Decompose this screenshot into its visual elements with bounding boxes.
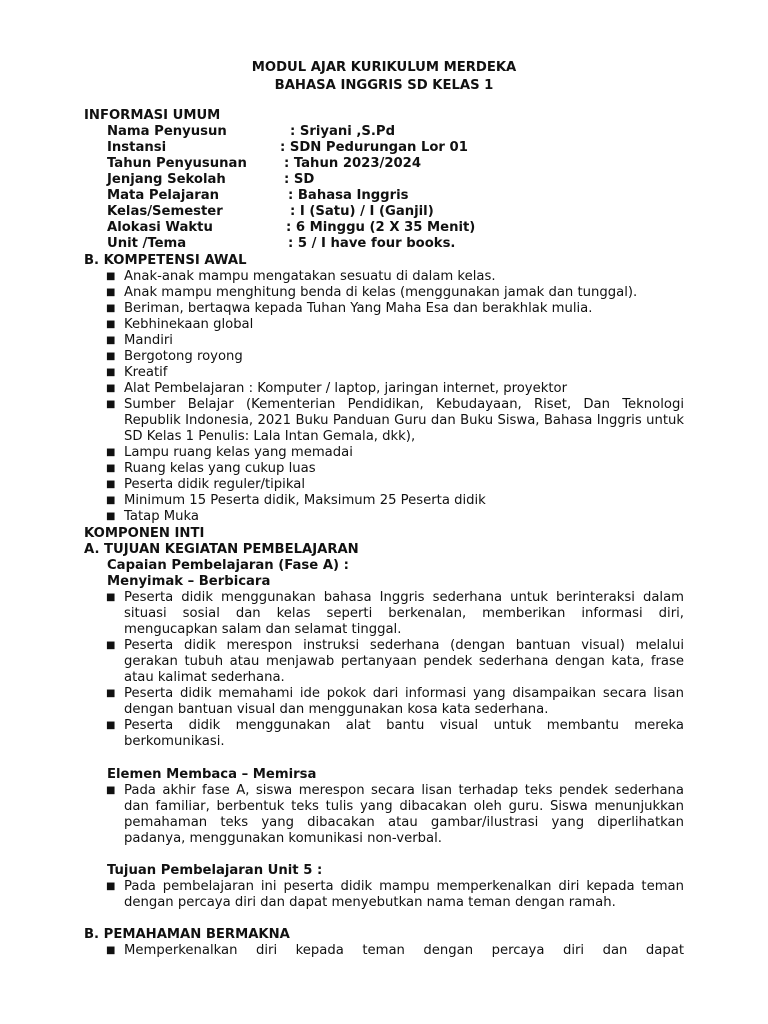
- bullet-icon: ■: [106, 399, 116, 410]
- bullet-icon: ■: [106, 463, 116, 474]
- bullet-icon: ■: [106, 479, 116, 490]
- bullet-icon: ■: [106, 592, 116, 603]
- list-item: ■ Minimum 15 Peserta didik, Maksimum 25 Peserta didik: [106, 493, 486, 508]
- bullet-icon: ■: [106, 640, 116, 651]
- pemahaman-heading: B. PEMAHAMAN BERMAKNA: [84, 927, 290, 942]
- info-value: : SDN Pedurungan Lor 01: [280, 140, 468, 155]
- tujuan-kegiatan-heading: A. TUJUAN KEGIATAN PEMBELAJARAN: [84, 542, 359, 557]
- info-label: Alokasi Waktu: [107, 220, 213, 235]
- bullet-icon: ■: [106, 287, 116, 298]
- tujuan-unit-heading: Tujuan Pembelajaran Unit 5 :: [107, 863, 323, 878]
- info-value: : I (Satu) / I (Ganjil): [290, 204, 434, 219]
- bullet-icon: ■: [106, 688, 116, 699]
- bullet-icon: ■: [106, 720, 116, 731]
- menyimak-heading: Menyimak – Berbicara: [107, 574, 271, 589]
- info-value: : Tahun 2023/2024: [284, 156, 422, 171]
- bullet-icon: ■: [106, 271, 116, 282]
- bullet-icon: ■: [106, 447, 116, 458]
- list-item: ■ Peserta didik memahami ide pokok dari informasi yang disampaikan secara lisan dengan bantuan visual dan menggunakan kosa kata sederhana.: [106, 686, 684, 717]
- info-label: Unit /Tema: [107, 236, 187, 251]
- bullet-icon: ■: [106, 303, 116, 314]
- list-item: ■ Kreatif: [106, 365, 168, 380]
- info-label: Nama Penyusun: [107, 124, 227, 139]
- list-item: ■ Bergotong royong: [106, 349, 243, 364]
- informasi-umum-heading: INFORMASI UMUM: [84, 108, 221, 123]
- info-value: : 6 Minggu (2 X 35 Menit): [286, 220, 476, 235]
- list-item: ■ Peserta didik menggunakan bahasa Inggris sederhana untuk berinteraksi dalam situasi sosial dan kelas seperti berkenalan, memberikan informasi diri, mengucapkan salam dan selamat tinggal.: [106, 590, 684, 637]
- list-item: ■ Ruang kelas yang cukup luas: [106, 461, 316, 476]
- info-label: Kelas/Semester: [107, 204, 223, 219]
- info-label: Instansi: [107, 140, 167, 155]
- info-label: Jenjang Sekolah: [107, 172, 226, 187]
- info-value: : Sriyani ,S.Pd: [290, 124, 396, 139]
- pemahaman-list: [106, 943, 684, 959]
- list-item: ■ Tatap Muka: [106, 509, 199, 524]
- membaca-list: [106, 783, 684, 847]
- info-value: : SD: [284, 172, 315, 187]
- bullet-icon: ■: [106, 351, 116, 362]
- tujuan-list: [106, 879, 684, 911]
- info-value: : 5 / I have four books.: [288, 236, 456, 251]
- list-item: ■ Beriman, bertaqwa kepada Tuhan Yang Maha Esa dan berakhlak mulia.: [106, 301, 593, 316]
- komponen-inti-heading: KOMPONEN INTI: [84, 526, 205, 541]
- bullet-icon: ■: [106, 319, 116, 330]
- list-item: ■ Alat Pembelajaran : Komputer / laptop, jaringan internet, proyektor: [106, 381, 568, 396]
- bullet-icon: ■: [106, 495, 116, 506]
- bullet-icon: ■: [106, 881, 116, 892]
- document-subtitle: BAHASA INGGRIS SD KELAS 1: [274, 78, 494, 93]
- list-item: ■ Memperkenalkan diri kepada teman dengan percaya diri dan dapat: [106, 943, 684, 958]
- list-item: ■ Peserta didik merespon instruksi sederhana (dengan bantuan visual) melalui gerakan tubuh atau menjawab pertanyaan pendek sederhana dengan kata, frase atau kalimat sederhana.: [106, 638, 684, 685]
- menyimak-list: [106, 590, 684, 750]
- bullet-icon: ■: [106, 367, 116, 378]
- list-item: ■ Peserta didik reguler/tipikal: [106, 477, 305, 492]
- list-item: ■ Lampu ruang kelas yang memadai: [106, 445, 353, 460]
- membaca-heading: Elemen Membaca – Memirsa: [107, 767, 317, 782]
- document-title: MODUL AJAR KURIKULUM MERDEKA: [251, 60, 517, 75]
- list-item: ■ Pada pembelajaran ini peserta didik mampu memperkenalkan diri kepada teman dengan percaya diri dan dapat menyebutkan nama teman dengan ramah.: [106, 879, 684, 910]
- list-item: ■ Anak-anak mampu mengatakan sesuatu di dalam kelas.: [106, 269, 496, 284]
- bullet-icon: ■: [106, 335, 116, 346]
- list-item: ■ Peserta didik menggunakan alat bantu visual untuk membantu mereka berkomunikasi.: [106, 718, 684, 749]
- list-item: ■ Kebhinekaan global: [106, 317, 254, 332]
- list-item: ■ Anak mampu menghitung benda di kelas (menggunakan jamak dan tunggal).: [106, 285, 638, 300]
- info-label: Tahun Penyusunan: [107, 156, 247, 171]
- bullet-icon: ■: [106, 511, 116, 522]
- bullet-icon: ■: [106, 383, 116, 394]
- bullet-icon: ■: [106, 945, 116, 956]
- capaian-heading: Capaian Pembelajaran (Fase A) :: [107, 558, 349, 573]
- kompetensi-awal-heading: B. KOMPETENSI AWAL: [84, 253, 247, 268]
- info-label: Mata Pelajaran: [107, 188, 220, 203]
- kompetensi-list: [106, 269, 684, 525]
- info-value: : Bahasa Inggris: [288, 188, 409, 203]
- list-item: ■ Sumber Belajar (Kementerian Pendidikan, Kebudayaan, Riset, Dan Teknologi Republik Indonesia, 2021 Buku Panduan Guru dan Buku Siswa, Bahasa Inggris untuk SD Kelas 1 Penulis: Lala Intan Gemala, dkk),: [106, 397, 684, 444]
- list-item: ■ Mandiri: [106, 333, 173, 348]
- list-item: ■ Pada akhir fase A, siswa merespon secara lisan terhadap teks pendek sederhana dan familiar, berbentuk teks tulis yang dibacakan oleh guru. Siswa menunjukkan pemahaman teks yang dibacakan atau gambar/ilustrasi yang diperlihatkan padanya, menggunakan komunikasi non-verbal.: [106, 783, 684, 846]
- bullet-icon: ■: [106, 785, 116, 796]
